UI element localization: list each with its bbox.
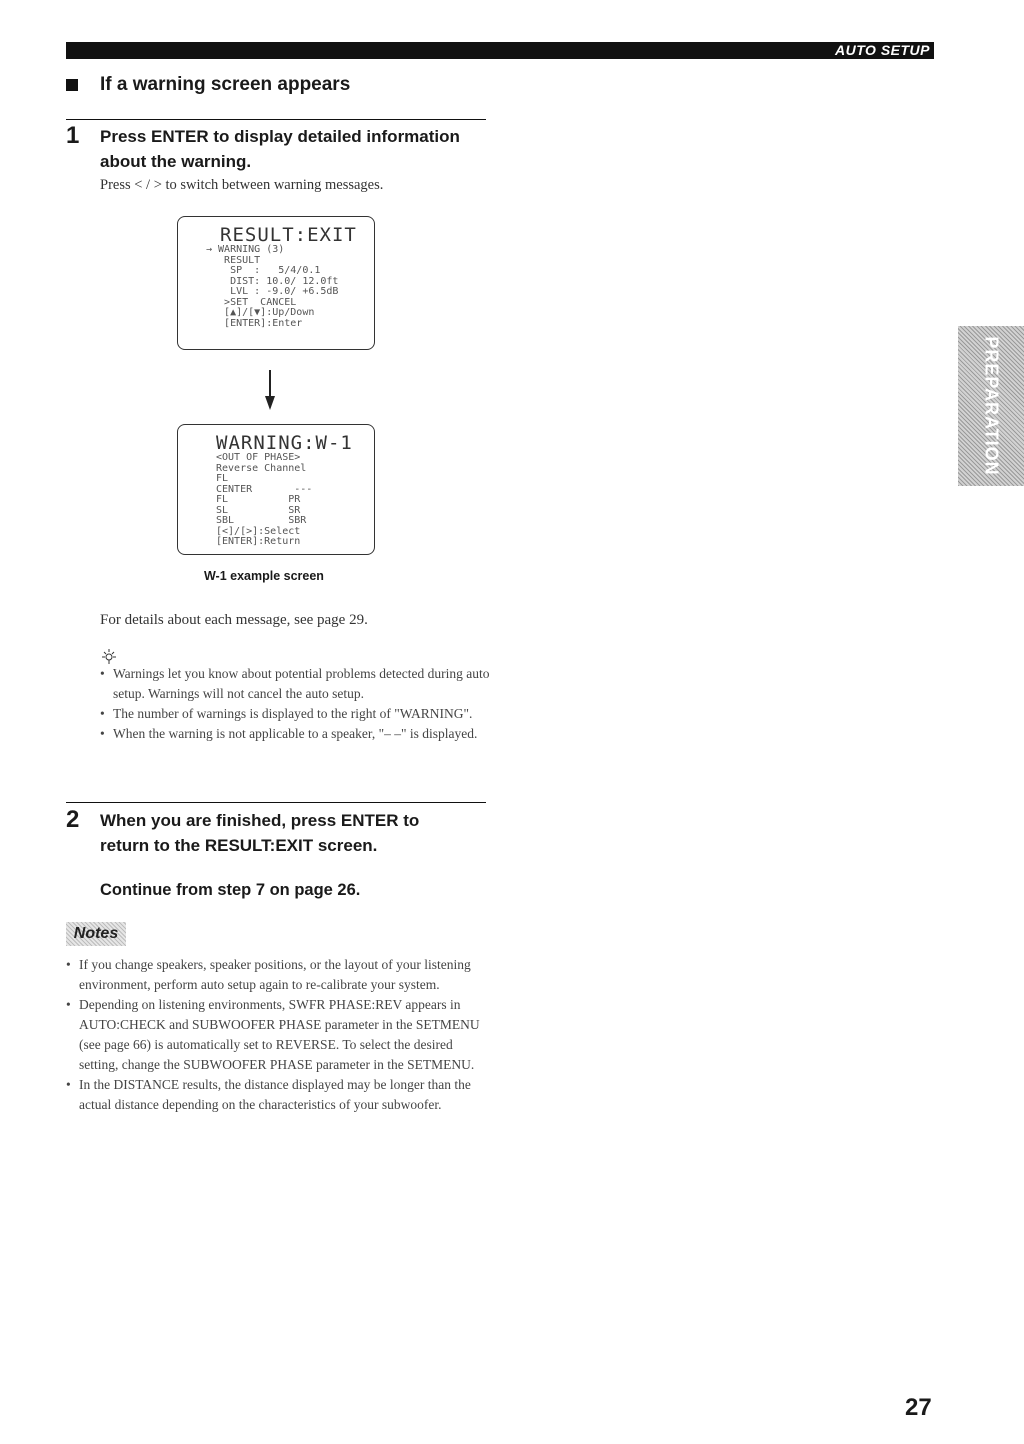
arrow-down-icon <box>265 370 275 410</box>
note-item: • In the DISTANCE results, the distance displayed may be longer than the actual distance depending on the characteristics of your subwoofer. <box>66 1075 486 1115</box>
screen2-line: SL SR <box>216 504 301 516</box>
notes-label: Notes <box>66 922 126 946</box>
page-number: 27 <box>905 1394 932 1421</box>
step1-body-prefix: Press <box>100 177 135 193</box>
header-title: AUTO SETUP <box>835 42 930 58</box>
screen1-line: >SET CANCEL <box>206 296 297 308</box>
tips-list <box>100 664 490 744</box>
tip-item: • When the warning is not applicable to a speaker, "– –" is displayed. <box>100 724 490 744</box>
notes-list <box>66 955 486 1115</box>
step1-number: 1 <box>66 122 80 149</box>
screen1-line: [ENTER]:Enter <box>206 317 303 329</box>
screen1-line: [▲]/[▼]:Up/Down <box>206 307 315 318</box>
screen1-line: RESULT:EXIT <box>220 224 357 246</box>
screen1-line: SP : 5/4/0.1 <box>206 265 321 276</box>
step1-title: Press ENTER to display detailed information about the warning. <box>100 127 460 171</box>
screen2-line: [ENTER]:Return <box>216 536 301 547</box>
step2-title: When you are finished, press ENTER to return to the RESULT:EXIT screen. <box>100 811 420 855</box>
note-item: • If you change speakers, speaker positions, or the layout of your listening environment, perform auto setup again to re-calibrate your system. <box>66 955 486 995</box>
step1-body <box>100 177 383 194</box>
side-tab-label: PREPARATION <box>981 336 1002 476</box>
screen1-line: RESULT <box>206 254 261 266</box>
header-bar <box>66 42 934 59</box>
step1-body-suffix: to switch between warning messages. <box>161 177 384 193</box>
screen2-line: CENTER --- <box>216 483 313 495</box>
step1-rule <box>66 119 486 120</box>
screen2-line: <OUT OF PHASE> <box>216 452 301 463</box>
screen1-line: LVL : -9.0/ +6.5dB <box>206 286 339 297</box>
note-item: • Depending on listening environments, SWFR PHASE:REV appears in AUTO:CHECK and SUBWOOFER PHASE parameter in the SETMENU (see page 66) is automatically set to REVERSE. To select the desired setting, change the SUBWOOFER PHASE parameter in the SETMENU. <box>66 995 486 1075</box>
details-text: For details about each message, see page 29. <box>100 612 368 628</box>
tip-item: • The number of warnings is displayed to the right of "WARNING". <box>100 704 490 724</box>
section-heading <box>66 74 350 96</box>
tip-item: • Warnings let you know about potential problems detected during auto setup. Warnings will not cancel the auto setup. <box>100 664 490 704</box>
screen1-line: → WARNING (3) <box>206 244 285 255</box>
result-exit-screen <box>177 216 375 350</box>
step2-rule <box>66 802 486 803</box>
step2-number: 2 <box>66 806 80 833</box>
square-bullet-icon <box>66 79 78 91</box>
screen1-line: DIST: 10.0/ 12.0ft <box>206 275 339 287</box>
screen2-line: [<]/[>]:Select <box>216 525 301 537</box>
screen2-line: SBL SBR <box>216 515 307 526</box>
screen2-line: FL PR <box>216 494 301 505</box>
warning-w1-screen <box>177 424 375 555</box>
left-right-arrows-icon: < / > <box>134 177 162 193</box>
screen2-line: WARNING:W-1 <box>216 432 353 454</box>
section-heading-text: If a warning screen appears <box>100 74 351 95</box>
screen2-line: Reverse Channel <box>216 462 307 474</box>
screen-caption: W-1 example screen <box>204 569 324 583</box>
continue-text: Continue from step 7 on page 26. <box>100 881 361 899</box>
side-tab <box>958 326 1024 486</box>
screen2-line: FL <box>216 473 229 484</box>
